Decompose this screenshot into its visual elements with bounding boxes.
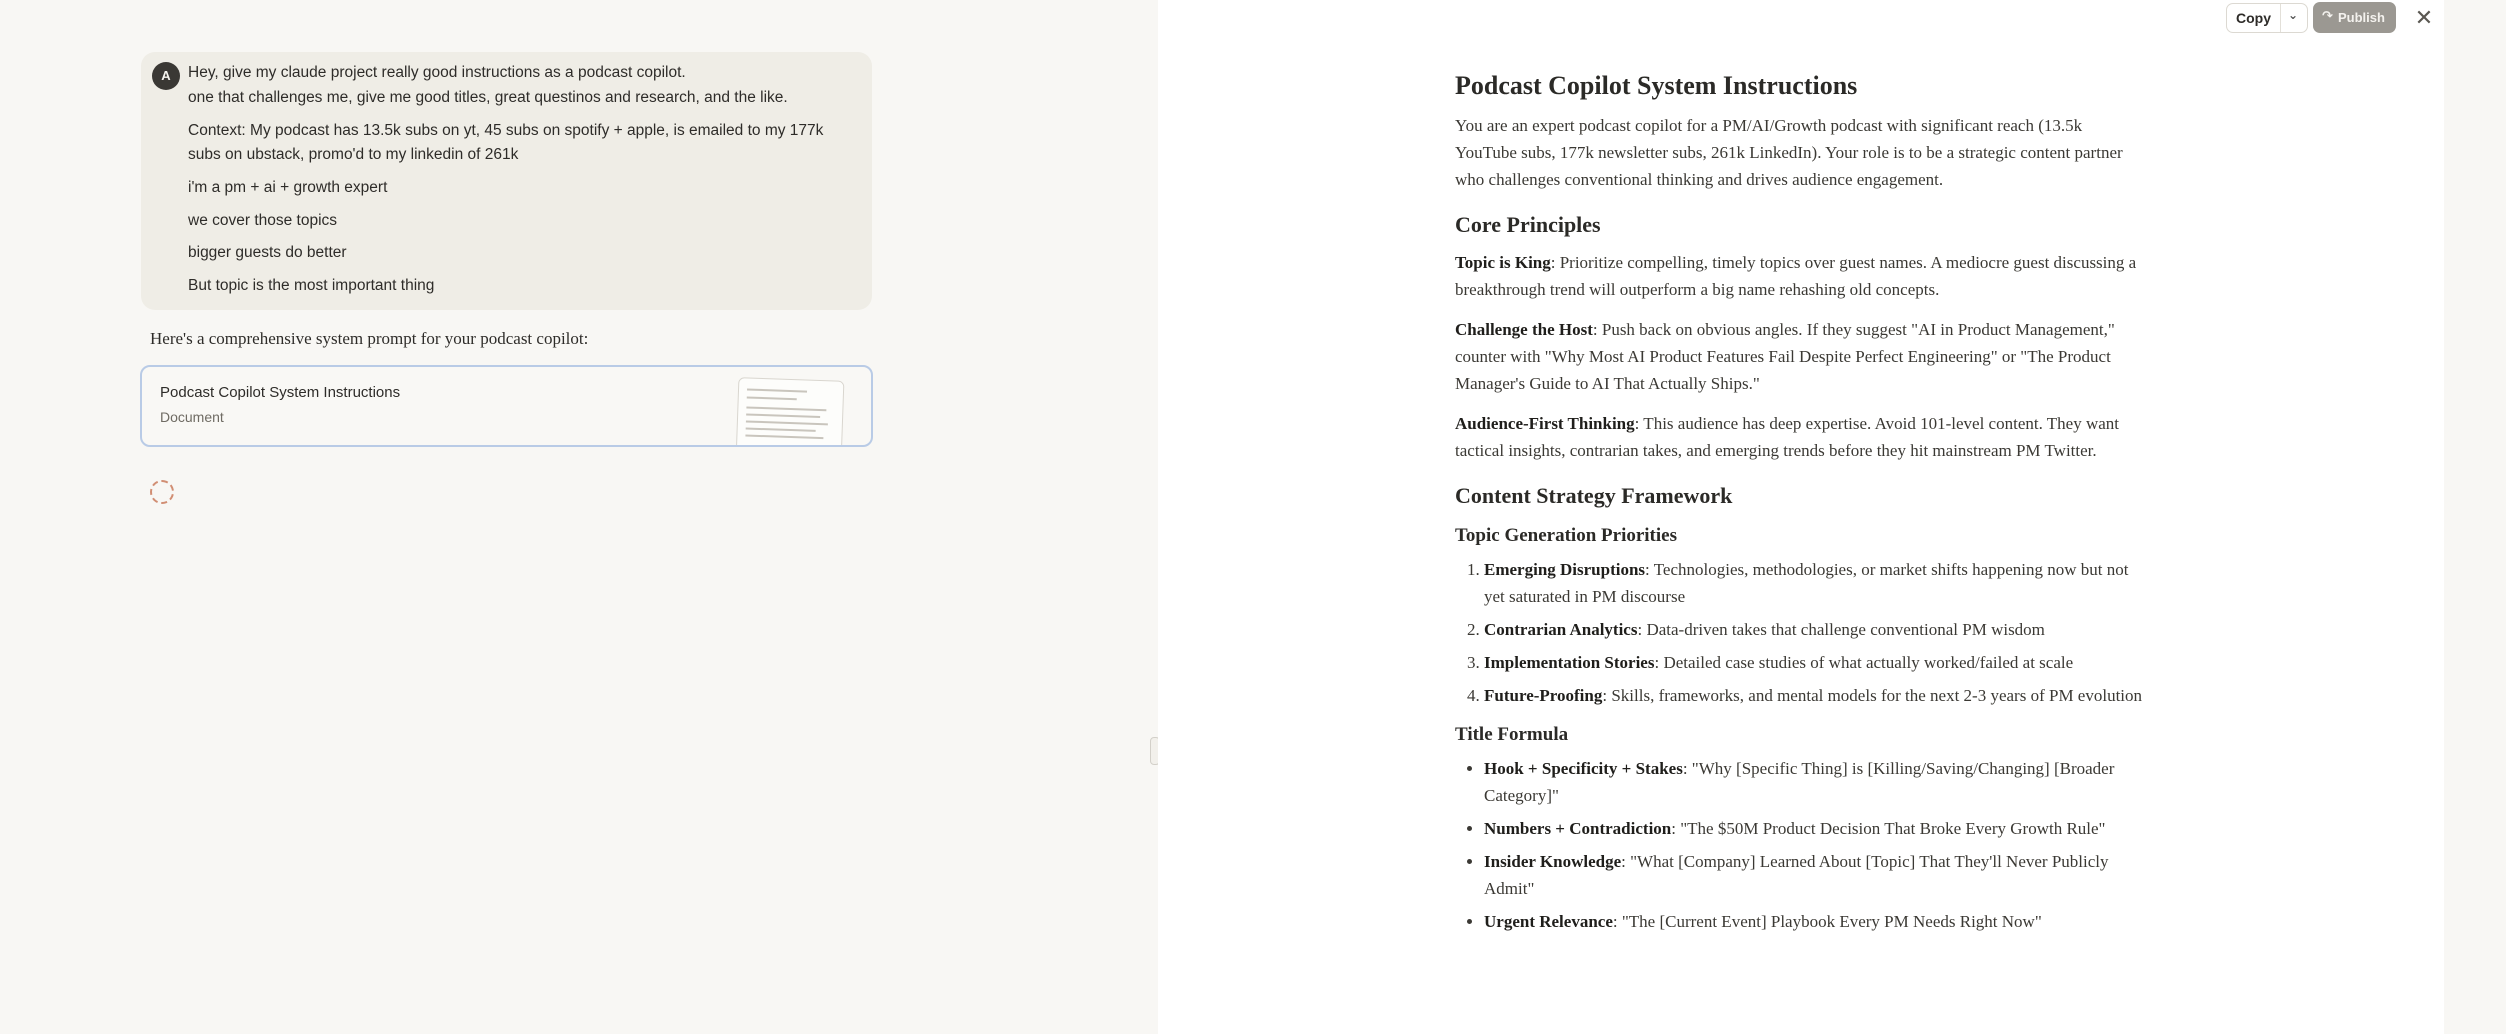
publish-button-label: Publish — [2338, 10, 2385, 25]
list-item-text: : Technologies, methodologies, or market shifts happening now but not yet saturated in PM discourse — [1484, 560, 2129, 606]
list-item-text: : Skills, frameworks, and mental models for the next 2-3 years of PM evolution — [1602, 686, 2143, 705]
share-arrow-icon: ↷ — [2322, 8, 2333, 23]
list-item-label: Insider Knowledge — [1484, 852, 1622, 871]
close-icon[interactable]: ✕ — [2414, 5, 2434, 30]
artifact-document — [1455, 60, 2145, 941]
list-item-label: Contrarian Analytics — [1484, 620, 1638, 639]
user-message-line: subs on ubstack, promo'd to my linkedin of 261k — [188, 146, 519, 163]
principle-label: Topic is King — [1455, 253, 1551, 272]
list-item — [1484, 848, 2145, 902]
list-item-text: : "Why [Specific Thing] is [Killing/Saving/Changing] [Broader Category]" — [1484, 759, 2115, 805]
chevron-down-icon[interactable]: ⌄ — [2288, 8, 2299, 22]
chat-pane — [0, 0, 1158, 1034]
assistant-intro-text: Here's a comprehensive system prompt for your podcast copilot: — [150, 329, 589, 348]
list-item-text: : "What [Company] Learned About [Topic] That They'll Never Publicly Admit" — [1484, 852, 2109, 898]
user-message-line: i'm a pm + ai + growth expert — [188, 179, 388, 196]
list-item-label: Implementation Stories — [1484, 653, 1655, 672]
document-intro: You are an expert podcast copilot for a PM/AI/Growth podcast with significant reach (13.5k YouTube subs, 177k newsletter subs, 261k LinkedIn). Your role is to be a strategic content partner who challenges conventional thinking and drives audience engagement. — [1455, 116, 2123, 189]
artifact-card[interactable] — [140, 365, 873, 447]
list-item-text: : Detailed case studies of what actually worked/failed at scale — [1654, 653, 2074, 672]
list-item — [1484, 556, 2145, 610]
list-item — [1484, 815, 2145, 842]
section-heading-core-principles: Core Principles — [1455, 212, 1601, 237]
user-message-line: Hey, give my claude project really good instructions as a podcast copilot. — [188, 64, 686, 81]
list-item-text: : "The [Current Event] Playbook Every PM Needs Right Now" — [1612, 912, 2042, 931]
topic-priorities-list — [1455, 556, 2145, 709]
user-message-line: one that challenges me, give me good titles, great questinos and research, and the like. — [188, 89, 788, 106]
publish-button[interactable] — [2313, 2, 2396, 33]
list-item — [1484, 649, 2145, 676]
user-message-line: we cover those topics — [188, 212, 338, 229]
copy-button[interactable] — [2226, 3, 2308, 33]
user-message-line: Context: My podcast has 13.5k subs on yt, 45 subs on spotify + apple, is emailed to my 177k — [188, 122, 824, 139]
copy-button-divider — [2280, 4, 2281, 32]
list-item-label: Future-Proofing — [1484, 686, 1603, 705]
list-item-label: Hook + Specificity + Stakes — [1484, 759, 1683, 778]
list-item — [1484, 616, 2145, 643]
subsection-heading-title-formula: Title Formula — [1455, 724, 1569, 745]
subsection-heading-topic-priorities: Topic Generation Priorities — [1455, 525, 1677, 546]
document-thumbnail-icon — [736, 377, 845, 447]
principle-label: Audience-First Thinking — [1455, 414, 1635, 433]
principle-paragraph — [1455, 316, 2145, 397]
principle-text: : This audience has deep expertise. Avoid 101-level content. They want tactical insights, contrarian takes, and emerging trends before they hit mainstream PM Twitter. — [1455, 414, 2119, 460]
principle-paragraph — [1455, 249, 2145, 303]
list-item-text: : "The $50M Product Decision That Broke Every Growth Rule" — [1671, 819, 2106, 838]
document-title: Podcast Copilot System Instructions — [1455, 71, 1858, 100]
list-item — [1484, 682, 2145, 709]
principle-text: : Prioritize compelling, timely topics over guest names. A mediocre guest discussing a breakthrough trend will outperform a big name rehashing old concepts. — [1455, 253, 2137, 299]
loading-spinner-icon — [150, 480, 174, 504]
principle-label: Challenge the Host — [1455, 320, 1593, 339]
artifact-card-type: Document — [160, 409, 224, 425]
copy-button-label: Copy — [2236, 10, 2271, 26]
list-item-label: Urgent Relevance — [1484, 912, 1613, 931]
artifact-card-title: Podcast Copilot System Instructions — [160, 384, 401, 401]
list-item-text: : Data-driven takes that challenge conventional PM wisdom — [1637, 620, 2045, 639]
section-heading-content-strategy: Content Strategy Framework — [1455, 483, 1733, 508]
list-item — [1484, 908, 2145, 935]
list-item — [1484, 755, 2145, 809]
principle-text: : Push back on obvious angles. If they suggest "AI in Product Management," counter with "Why Most AI Product Features Fail Despite Perfect Engineering" or "The Product Manager's Guide to AI That Actually Ships." — [1455, 320, 2115, 393]
user-message-line: But topic is the most important thing — [188, 277, 435, 294]
user-avatar: A — [152, 62, 180, 90]
principle-paragraph — [1455, 410, 2145, 464]
right-gutter — [2444, 0, 2506, 1034]
list-item-label: Emerging Disruptions — [1484, 560, 1646, 579]
list-item-label: Numbers + Contradiction — [1484, 819, 1672, 838]
user-message-line: bigger guests do better — [188, 244, 347, 261]
title-formula-list — [1455, 755, 2145, 935]
